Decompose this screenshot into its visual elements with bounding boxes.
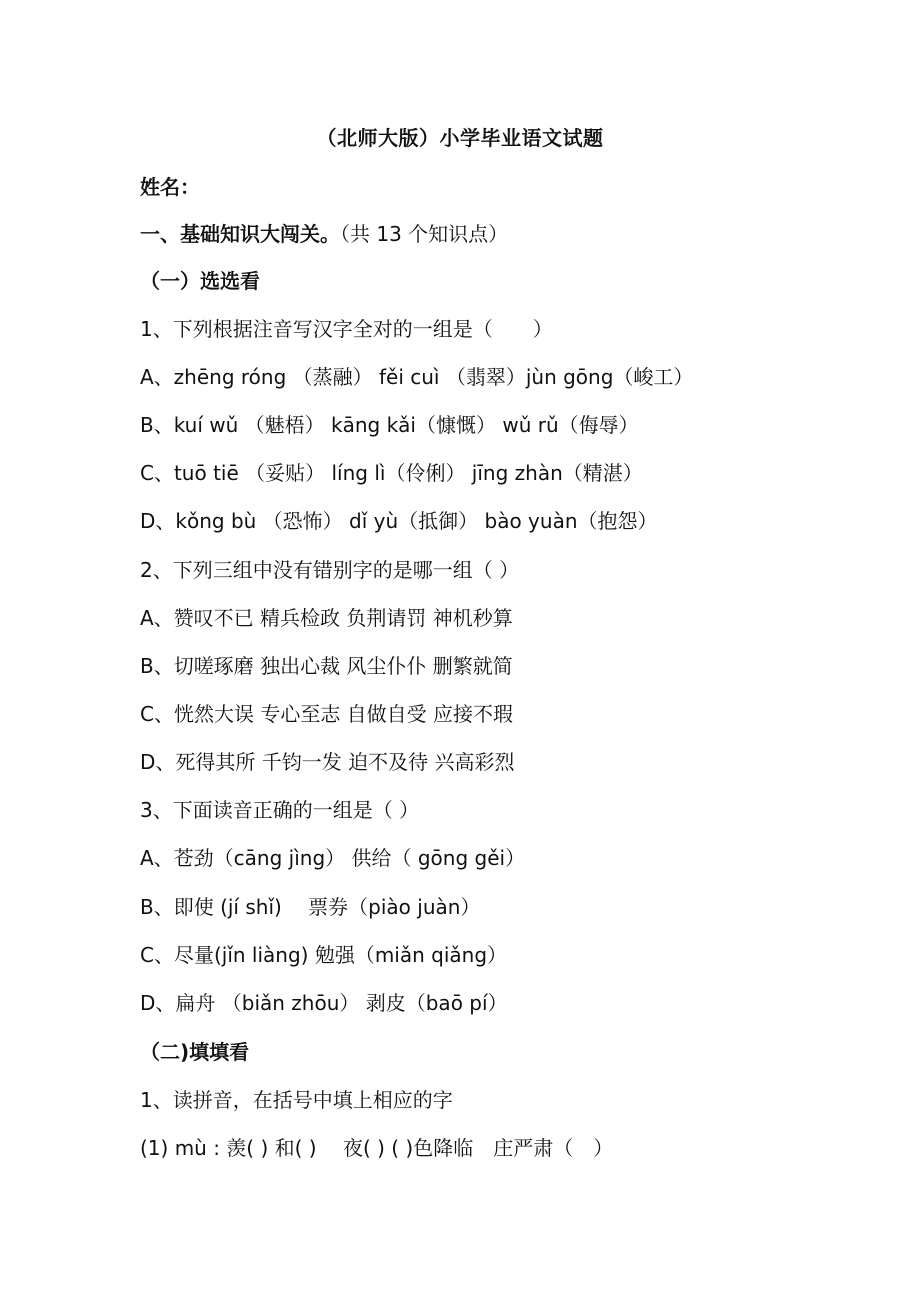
document-title: （北师大版）小学毕业语文试题 [316,126,604,150]
q3-option-d: D、扁舟 （biǎn zhōu） 剥皮（baō pí） [140,991,508,1015]
fill-q1-item1: (1) mù : 羡( ) 和( ) 夜( ) ( )色降临 庄严肃（ ） [140,1136,614,1160]
q2-option-a: A、赞叹不已 精兵检政 负荆请罚 神机秒算 [140,606,513,630]
q1-stem: 1、下列根据注音写汉字全对的一组是（ ） [140,317,553,341]
q3-stem: 3、下面读音正确的一组是（ ） [140,798,420,822]
part1-heading: （一）选选看 [140,269,260,293]
section1-note: （共 13 个知识点） [340,222,509,246]
q1-option-a: A、zhēng róng （蒸融） fěi cuì （翡翠）jùn gōng（峻工） [140,365,694,389]
q3-option-a: A、苍劲（cāng jìng） 供给（ gōng gěi） [140,846,526,870]
q1-option-d: D、kǒng bù （恐怖） dǐ yù（抵御） bào yuàn（抱怨） [140,509,658,533]
q2-option-d: D、死得其所 千钧一发 迫不及待 兴高彩烈 [140,750,515,774]
section1-heading: 一、基础知识大闯关。 [140,222,340,246]
q2-option-b: B、切嗟琢磨 独出心裁 风尘仆仆 删繁就简 [140,654,513,678]
q2-stem: 2、下列三组中没有错别字的是哪一组（ ） [140,558,520,582]
fill-q1-stem: 1、读拼音，在括号中填上相应的字 [140,1088,453,1112]
q1-option-c: C、tuō tiē （妥贴） líng lì（伶俐） jīng zhàn（精湛） [140,461,643,485]
q3-option-c: C、尽量(jǐn liàng) 勉强（miǎn qiǎng） [140,943,508,967]
q3-option-b: B、即使 (jí shǐ) 票券（piào juàn） [140,895,481,919]
q1-option-b: B、kuí wǔ （魅梧） kāng kǎi（慷慨） wǔ rǔ（侮辱） [140,413,639,437]
section1-heading-line [140,219,508,249]
q2-option-c: C、恍然大误 专心至志 自做自受 应接不瑕 [140,702,514,726]
name-label: 姓名： [140,175,200,199]
part2-heading: （二)填填看 [140,1040,250,1064]
